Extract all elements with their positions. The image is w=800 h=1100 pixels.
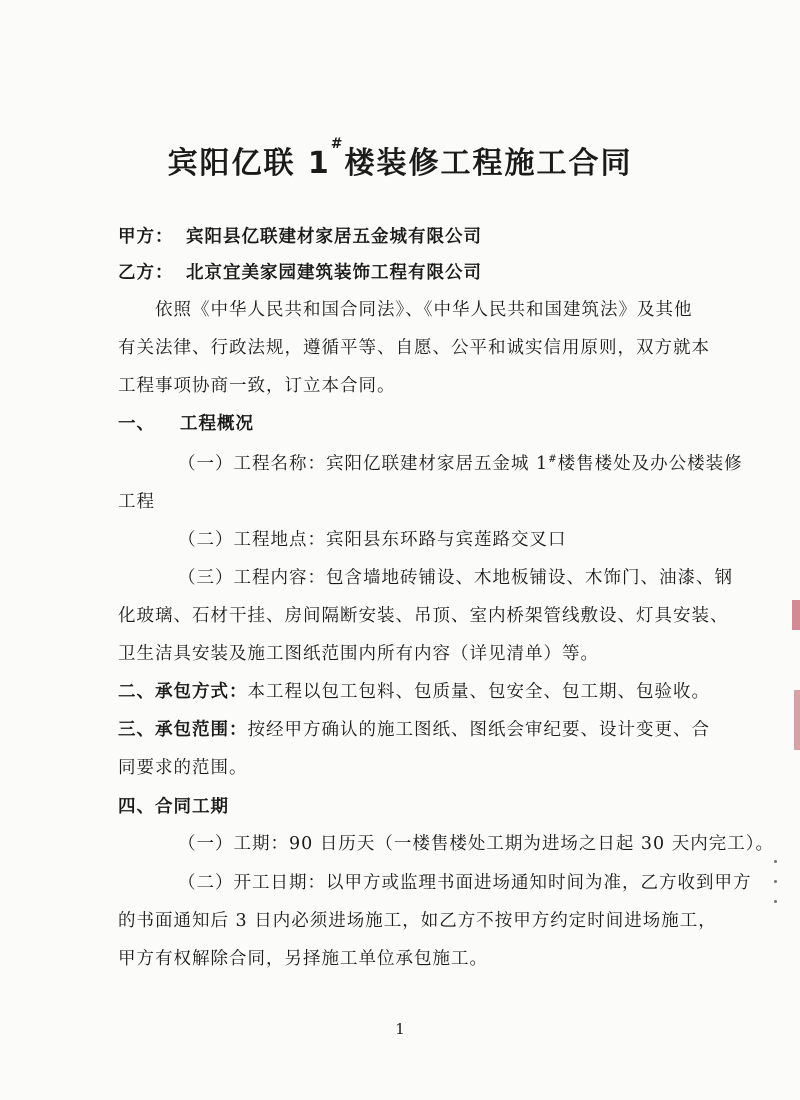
- section-1-item-1: [178, 450, 788, 475]
- section-4-heading: 四、合同工期: [118, 797, 229, 817]
- section-2: [118, 678, 728, 703]
- section-1-number: 一、: [118, 414, 155, 434]
- item-1-superscript: #: [548, 454, 558, 466]
- item-1-text-b: 楼售楼处及办公楼装修: [557, 454, 743, 474]
- binding-hole-dot: [774, 880, 777, 883]
- party-a-label: 甲方：: [118, 227, 174, 247]
- party-a-line: [118, 223, 728, 248]
- section-1-title: 工程概况: [180, 414, 254, 434]
- section-1-heading: [118, 410, 728, 435]
- section-2-text: 本工程以包工包料、包质量、包安全、包工期、包验收。: [247, 682, 710, 702]
- title-superscript: #: [330, 136, 345, 152]
- section-2-label: 二、承包方式：: [118, 682, 248, 702]
- section-4-item-2-line-1: （二）开工日期：以甲方或监理书面进场通知时间为准，乙方收到甲方: [178, 873, 752, 893]
- section-3-label: 三、承包范围：: [118, 720, 248, 740]
- contract-title: [0, 138, 800, 182]
- section-1-item-2: （二）工程地点：宾阳县东环路与宾莲路交叉口: [178, 530, 567, 550]
- binding-hole-dot: [774, 860, 777, 863]
- party-a-name: 宾阳县亿联建材家居五金城有限公司: [186, 227, 482, 247]
- section-3-line-1: [118, 716, 728, 741]
- section-1-item-1-cont: 工程: [118, 492, 155, 512]
- seal-edge-mark-2: [794, 690, 800, 750]
- party-b-line: [118, 259, 728, 284]
- intro-line-1: 依照《中华人民共和国合同法》、《中华人民共和国建筑法》及其他: [155, 300, 693, 320]
- section-1-item-3-line-1: （三）工程内容：包含墙地砖铺设、木地板铺设、木饰门、油漆、钢: [178, 568, 733, 588]
- section-3-line-2: 同要求的范围。: [118, 758, 248, 778]
- page-number: 1: [395, 1020, 405, 1038]
- intro-line-3: 工程事项协商一致，订立本合同。: [118, 376, 396, 396]
- title-text-end: 楼装修工程施工合同: [344, 146, 633, 181]
- binding-hole-dot: [774, 900, 777, 903]
- section-4-item-2-line-2: 的书面通知后 3 日内必须进场施工，如乙方不按甲方约定时间进场施工，: [118, 911, 717, 931]
- section-4-item-2-line-3: 甲方有权解除合同，另择施工单位承包施工。: [118, 949, 488, 969]
- title-text: 宾阳亿联 1: [167, 146, 331, 181]
- section-4-item-1: （一）工期：90 日历天（一楼售楼处工期为进场之日起 30 天内完工）。: [178, 834, 774, 854]
- intro-line-2: 有关法律、行政法规，遵循平等、自愿、公平和诚实信用原则，双方就本: [118, 338, 710, 358]
- party-b-name: 北京宜美家园建筑装饰工程有限公司: [186, 263, 482, 283]
- section-1-item-3-line-2: 化玻璃、石材干挂、房间隔断安装、吊顶、室内桥架管线敷设、灯具安装、: [118, 606, 729, 626]
- party-b-label: 乙方：: [118, 263, 174, 283]
- section-1-item-3-line-3: 卫生洁具安装及施工图纸范围内所有内容（详见清单）等。: [118, 644, 599, 664]
- seal-edge-mark: [792, 600, 800, 630]
- section-3-text: 按经甲方确认的施工图纸、图纸会审纪要、设计变更、合: [247, 720, 710, 740]
- item-1-text-a: （一）工程名称：宾阳亿联建材家居五金城 1: [178, 454, 549, 474]
